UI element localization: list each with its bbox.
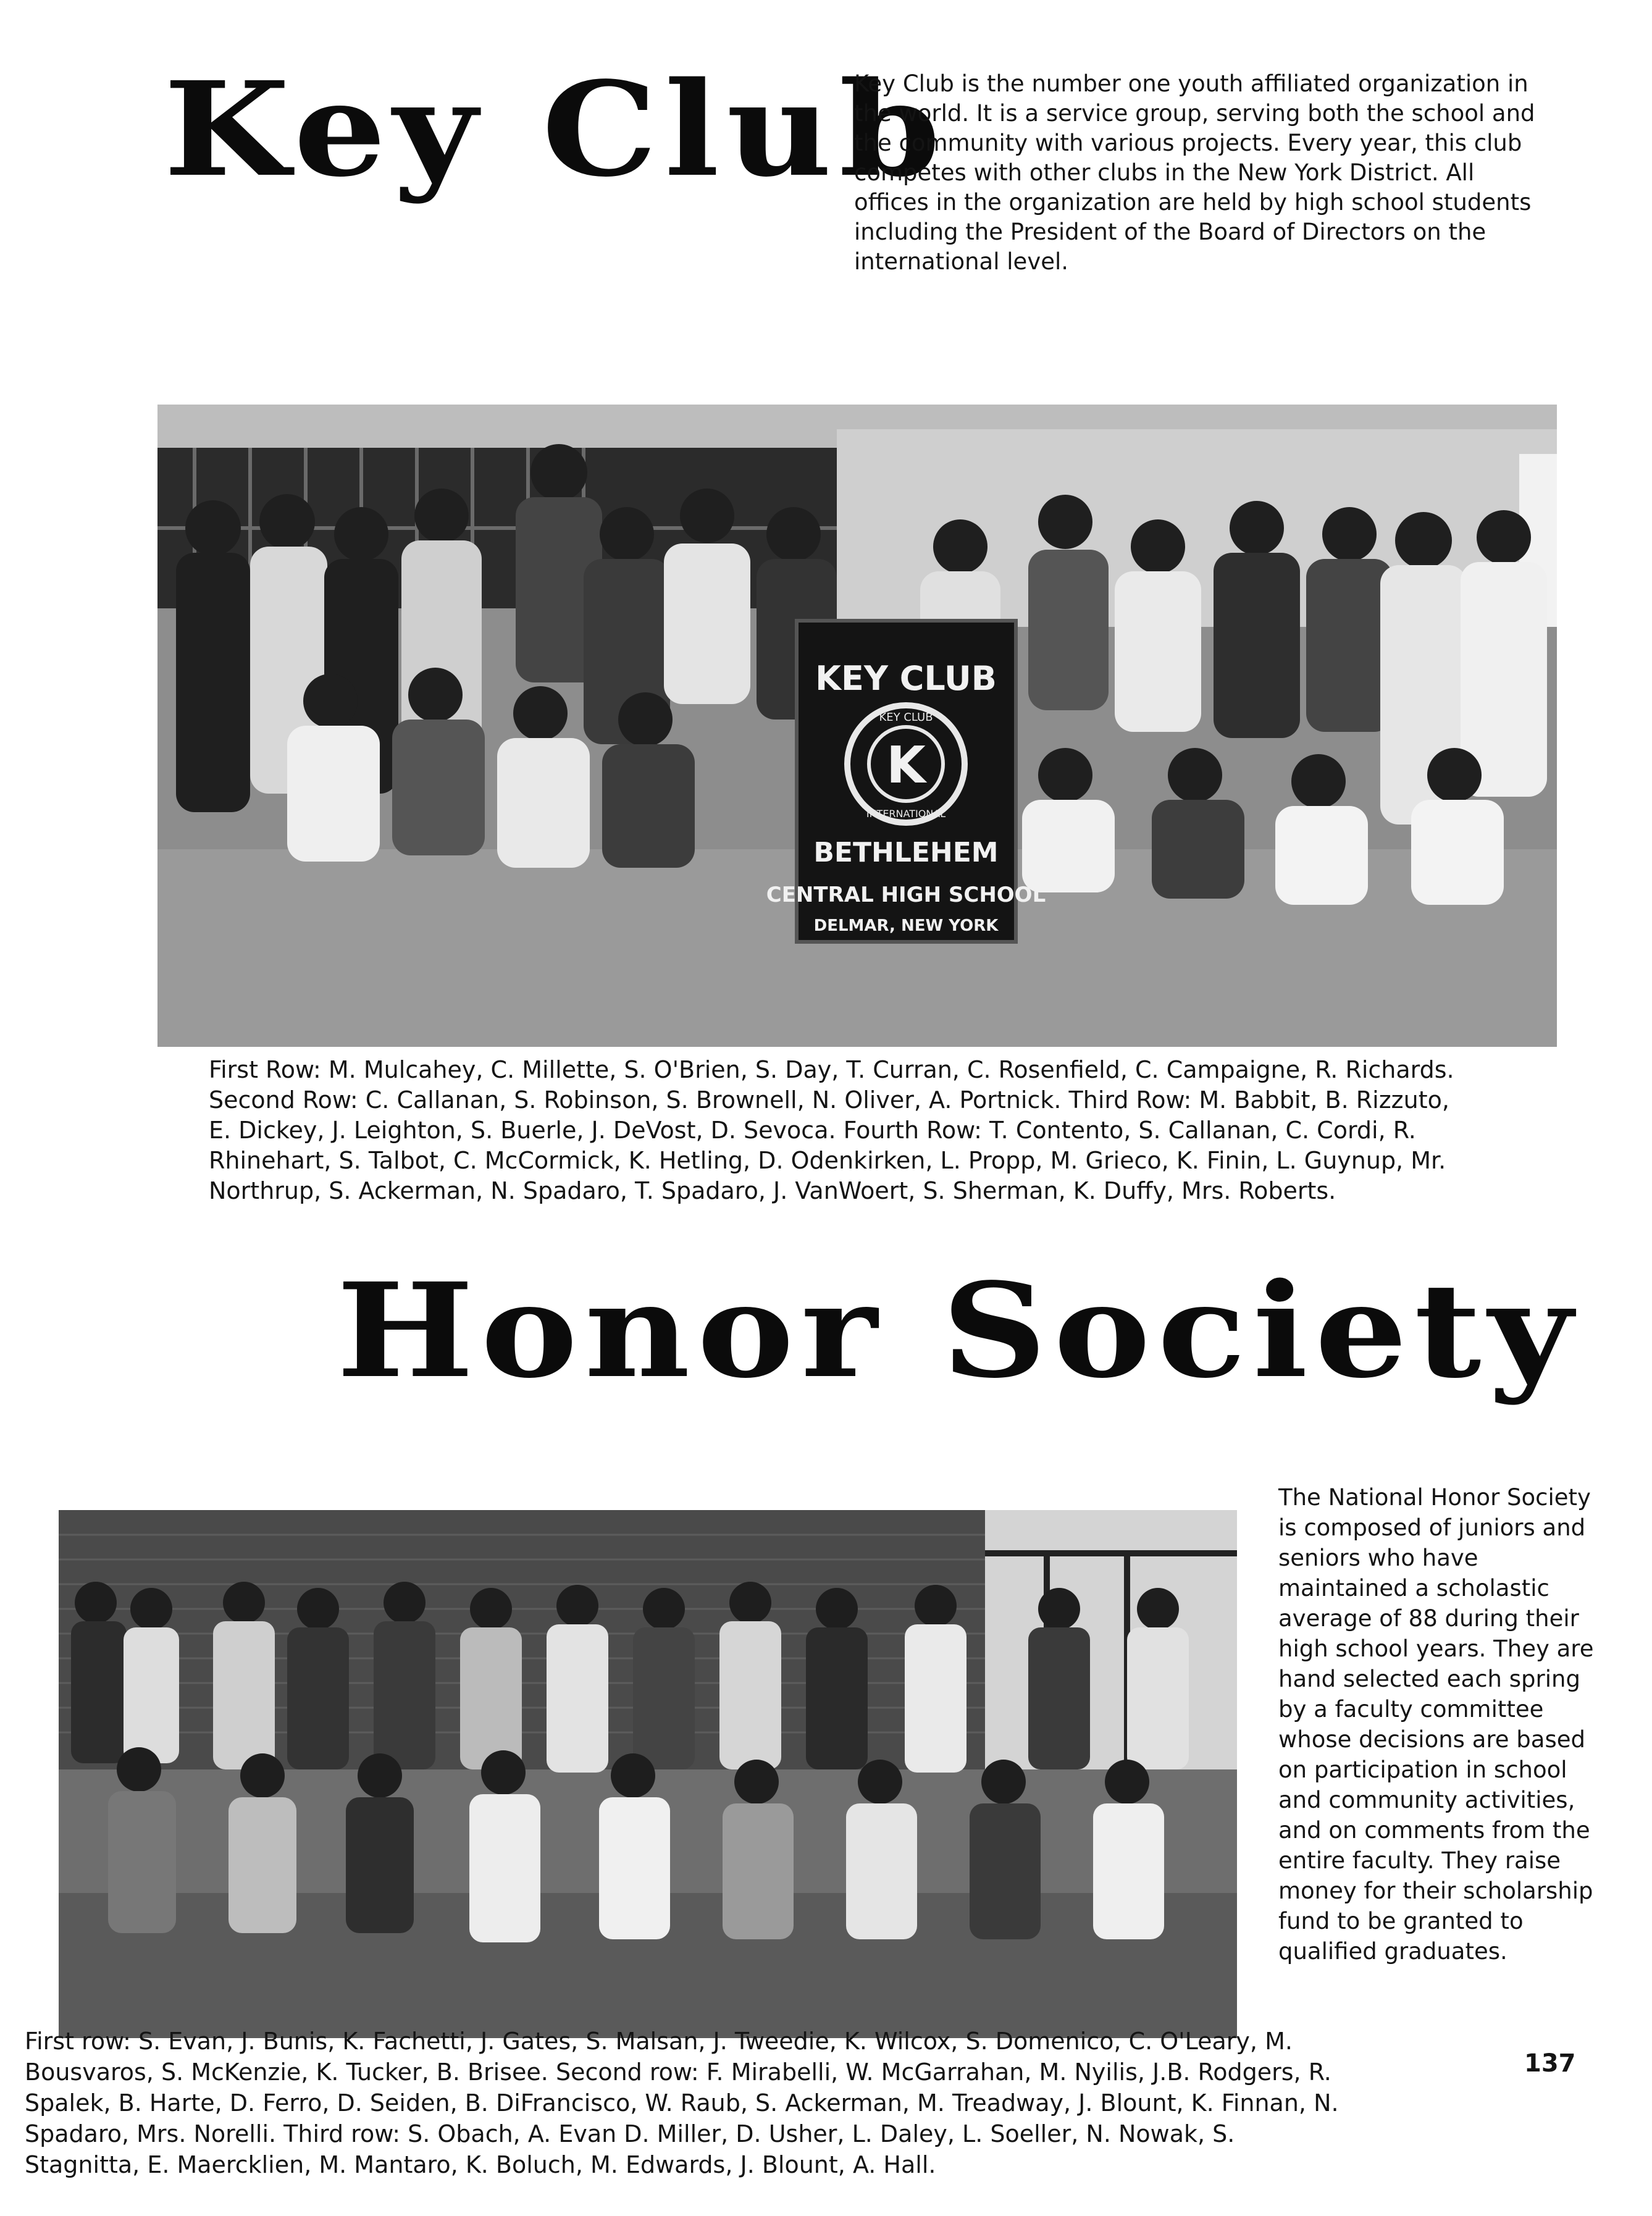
- honor-society-title: Honor Society: [337, 1254, 1580, 1407]
- honor-society-description: The National Honor Society is composed of juniors and seniors who have maintained a scholastic average of 88 during their high school years. They are hand selected each spring by a faculty committee whose decisions are based on participation in school and community activities, and on comments from the entire faculty. They raise money for their scholarship fund to be granted to qualified graduates.: [1278, 1484, 1594, 1965]
- banner-line-2: BETHLEHEM: [813, 837, 999, 868]
- key-club-caption: First Row: M. Mulcahey, C. Millette, S. O'Brien, S. Day, T. Curran, C. Rosenfield, C. Campaigne, R. Richards. Second Row: C. Callanan, S. Robinson, S. Brownell, N. Oliver, A. Portnick. Third Row: M. Babbit, B. Rizzuto, E. Dickey, J. Leighton, S. Buerle, J. DeVost, D. Sevoca. Fourth Row: T. Contento, S. Callanan, C. Cordi, R. Rhinehart, S. Talbot, C. McCormick, K. Hetling, D. Odenkirken, L. Propp, M. Grieco, K. Finin, L. Guynup, Mr. Northrup, S. Ackerman, N. Spadaro, T. Spadaro, J. VanWoert, S. Sherman, K. Duffy, Mrs. Roberts.: [209, 1056, 1454, 1204]
- honor-society-caption: First row: S. Evan, J. Bunis, K. Fachetti, J. Gates, S. Malsan, J. Tweedie, K. Wilcox, S. Domenico, C. O'Leary, M. Bousvaros, S. McKenzie, K. Tucker, B. Brisee. Second row: F. Mirabelli, W. McGarrahan, M. Nyilis, J.B. Rodgers, R. Spalek, B. Harte, D. Ferro, D. Seiden, B. DiFrancisco, W. Raub, S. Ackerman, M. Treadway, J. Blount, K. Finnan, N. Spadaro, Mrs. Norelli. Third row: S. Obach, A. Evan D. Miller, D. Usher, L. Daley, L. Soeller, N. Nowak, S. Stagnitta, E. Maercklien, M. Mantaro, K. Boluch, M. Edwards, J. Blount, A. Hall.: [25, 2028, 1339, 2178]
- key-club-description: Key Club is the number one youth affiliated organization in the world. It is a service group, serving both the school and the community with various projects. Every year, this club competes with other clubs in the New York District. All offices in the organization are held by high school students including the President of the Board of Directors on the international level.: [854, 70, 1535, 275]
- page-number: 137: [1524, 2049, 1576, 2078]
- banner-emblem-top: KEY CLUB: [879, 711, 933, 724]
- banner-emblem-bottom: INTERNATIONAL: [866, 808, 946, 820]
- banner-line-3: CENTRAL HIGH SCHOOL: [766, 883, 1046, 907]
- banner-line-4: DELMAR, NEW YORK: [813, 917, 999, 935]
- key-club-group-photo: [157, 405, 1557, 1047]
- banner-line-1: KEY CLUB: [815, 659, 997, 698]
- honor-society-group-photo: [59, 1510, 1237, 2038]
- banner-emblem-letter: K: [886, 736, 926, 795]
- key-club-title: Key Club: [164, 53, 948, 206]
